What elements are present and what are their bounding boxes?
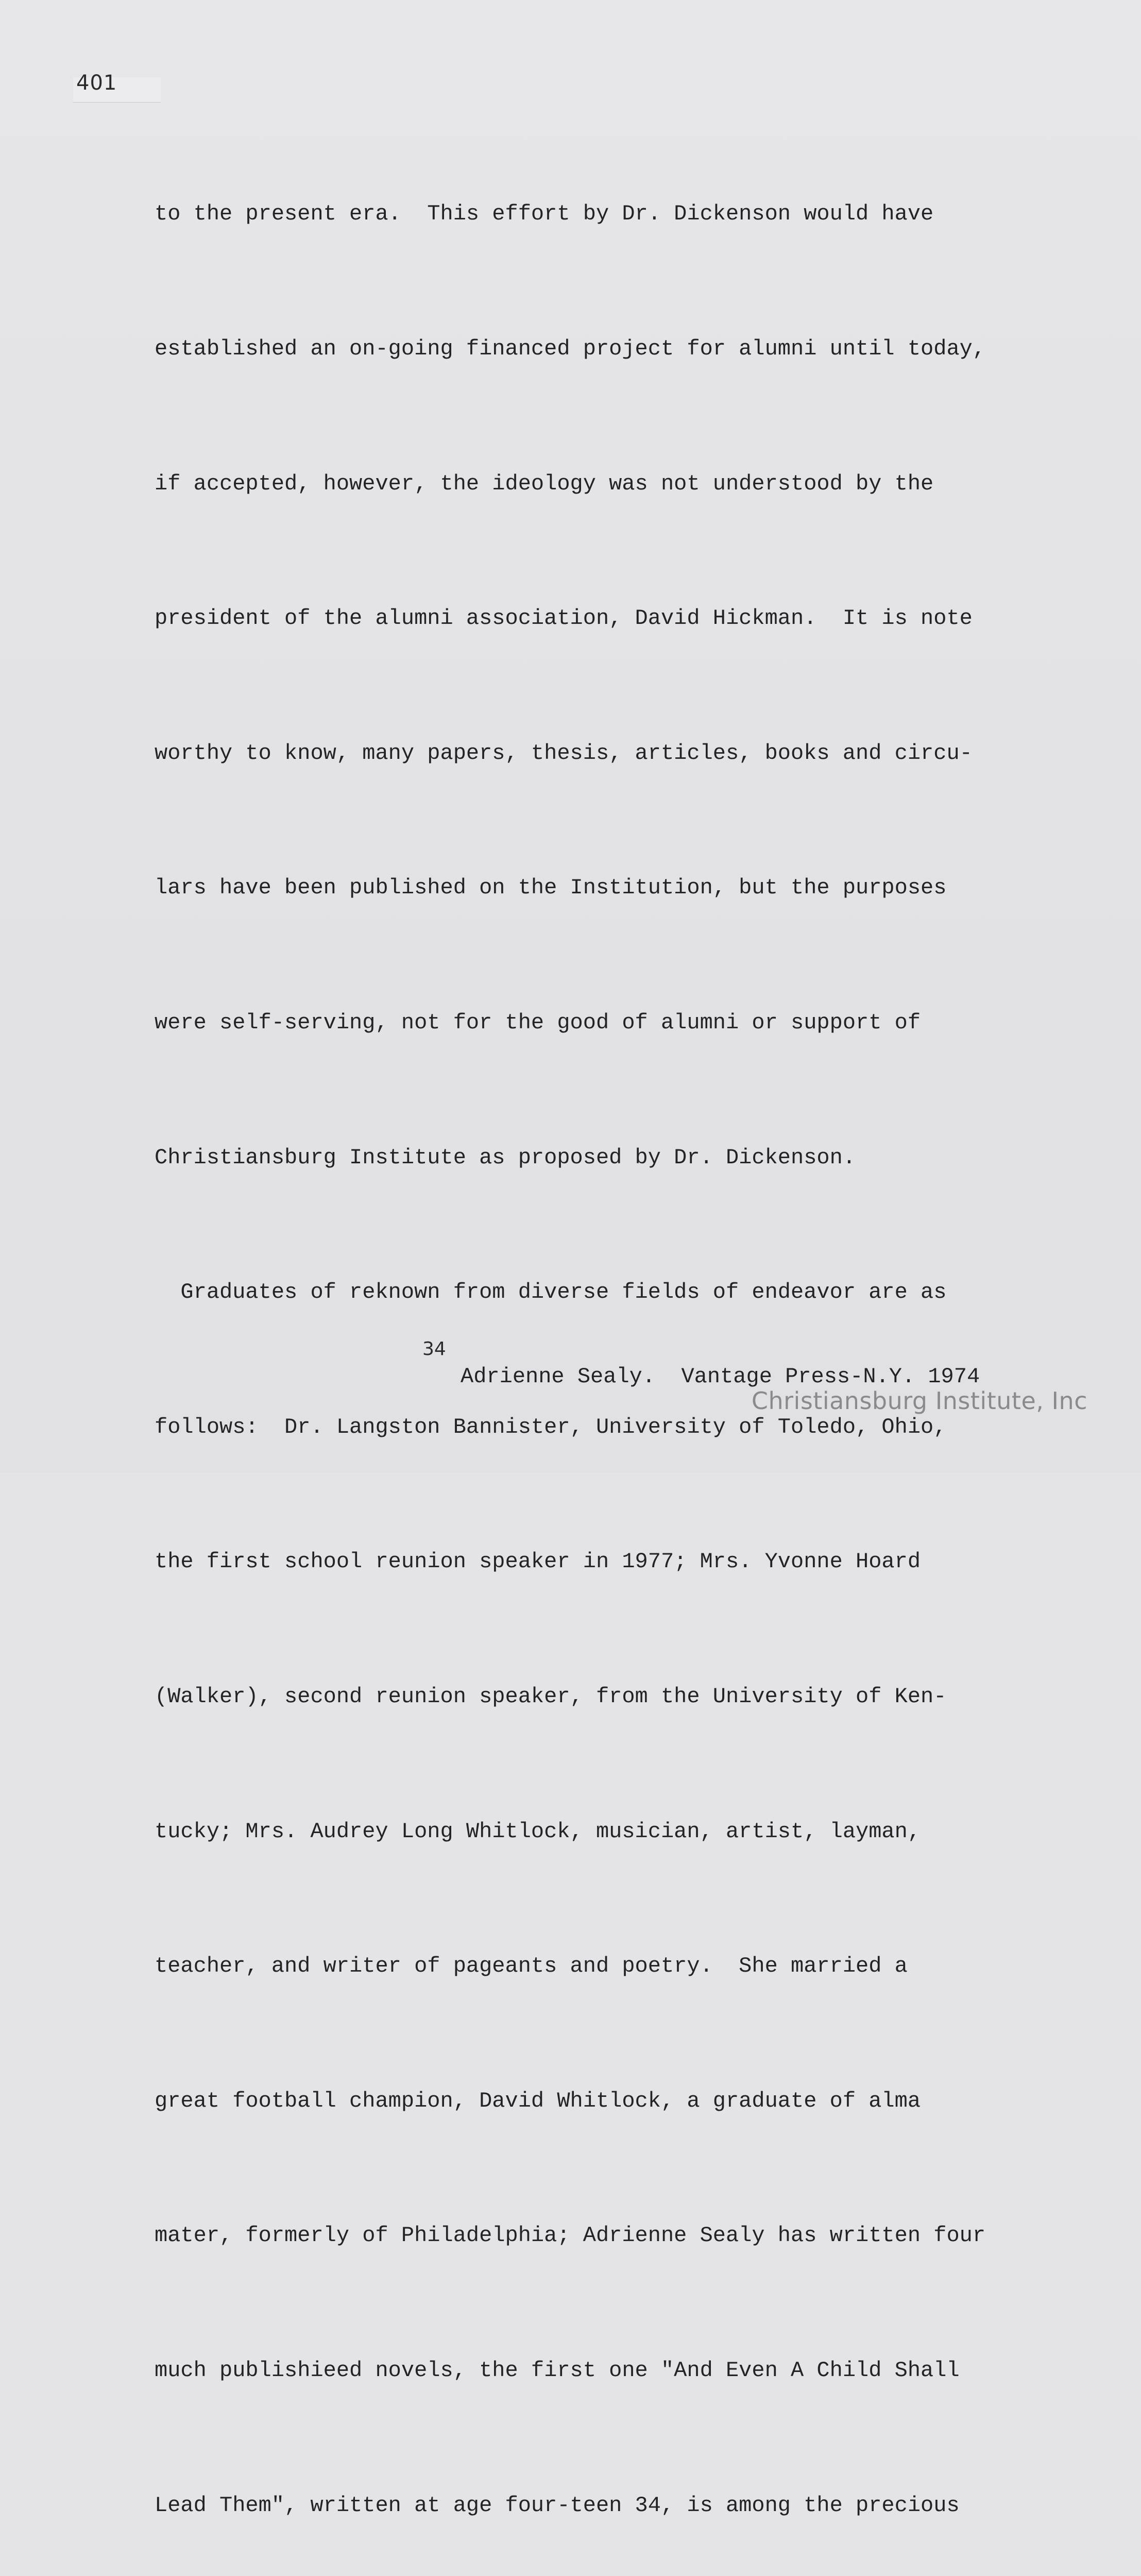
text-line: to the present era. This effort by Dr. Dickenson would have [155,201,934,227]
text-line: president of the alumni association, David Hickman. It is note [155,606,973,631]
text-line: great football champion, David Whitlock, a graduate of alma [155,2088,921,2113]
text-line: Christiansburg Institute as proposed by Dr. Dickenson. [155,1145,856,1170]
text-line: (Walker), second reunion speaker, from the University of Ken- [155,1684,947,1709]
text-line: established an on-going financed project for alumni until today, [155,336,986,361]
text-line: if accepted, however, the ideology was not understood by the [155,471,934,496]
footnote-mark: 34 [422,1338,446,1360]
text-line: lars have been published on the Institution, but the purposes [155,875,947,901]
body-text [155,102,1061,2576]
text-line: much publishieed novels, the first one "And Even A Child Shall [155,2358,960,2383]
text-line: mater, formerly of Philadelphia; Adrienne Sealy has written four [155,2223,986,2248]
text-line: worthy to know, many papers, thesis, articles, books and circu- [155,740,973,766]
text-line: were self-serving, not for the good of alumni or support of [155,1010,921,1035]
text-line: the first school reunion speaker in 1977; Mrs. Yvonne Hoard [155,1549,921,1574]
page-number: 401 [76,71,117,95]
text-line: follows: Dr. Langston Bannister, University of Toledo, Ohio, [155,1414,947,1439]
watermark: Christiansburg Institute, Inc [751,1387,1087,1415]
text-line: Lead Them", written at age four-teen 34, is among the precious [155,2493,960,2518]
text-line: tucky; Mrs. Audrey Long Whitlock, musician, artist, layman, [155,1819,921,1844]
footnote-text: Adrienne Sealy. Vantage Press-N.Y. 1974 [461,1364,980,1389]
text-line: teacher, and writer of pageants and poetry. She married a [155,1954,908,1979]
text-line: Graduates of reknown from diverse fields of endeavor are as [155,1280,947,1305]
